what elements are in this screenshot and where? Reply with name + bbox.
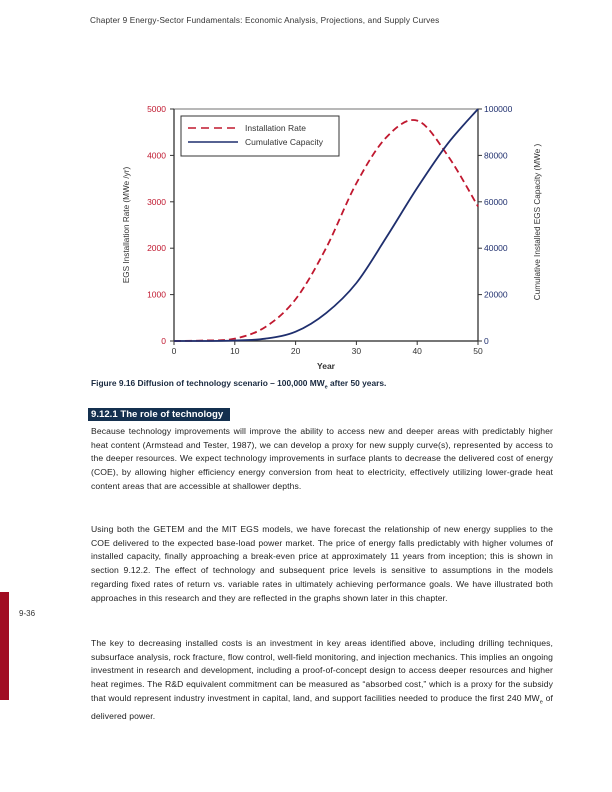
legend-label: Cumulative Capacity (245, 137, 323, 147)
y-right-tick-label: 20000 (484, 289, 508, 300)
y-left-axis-label: EGS Installation Rate (MWe /yr) (122, 166, 131, 284)
running-head: Chapter 9 Energy-Sector Fundamentals: Economic Analysis, Projections, and Supply Curves (90, 16, 440, 25)
y-left-tick-label: 1000 (147, 289, 166, 300)
y-left-tick-label: 4000 (147, 150, 166, 161)
x-tick-label: 20 (290, 346, 301, 356)
section-heading: 9.12.1 The role of technology (88, 408, 230, 421)
paragraph-2: Using both the GETEM and the MIT EGS models, we have forecast the relationship of new energy supplies to the COE delivered to the expected base-load power market. The price of energy falls predictably with higher volumes of installed capacity, finally approaching a break-even price at approximately 11 years from inception; this is shown in section 9.12.2. The effect of technology and subsequent price levels is sensitive to assumptions in the models regarding fixed rates of return vs. variable rates in ultimately achieving performance goals. We have illustrated both approaches in this research and they are reflected in the graphs shown later in this chapter. (91, 524, 553, 603)
y-right-tick-label: 80000 (484, 150, 508, 161)
figure-caption (91, 378, 386, 391)
x-tick-label: 40 (412, 346, 422, 356)
legend-label: Installation Rate (245, 123, 306, 133)
paragraph-3 (91, 637, 553, 724)
caption-text: Figure 9.16 Diffusion of technology scenario – 100,000 MW (91, 378, 325, 388)
y-right-tick-label: 60000 (484, 196, 508, 207)
x-tick-label: 0 (171, 346, 177, 356)
y-left-tick-label: 3000 (147, 196, 166, 207)
chart-legend (181, 116, 339, 156)
caption-subscript: e (324, 384, 328, 391)
y-left-tick-label: 5000 (147, 104, 166, 114)
paragraph-3-text: The key to decreasing installed costs is an investment in key areas identified above, including drilling techniques, subsurface analysis, rock fracture, flow control, well-field monitoring, and injection mechanics. This implies an ongoing investment in research and development, including a proof-of-concept design to access deeper resources and higher heat regimes. The R&D equivalent commitment can be measured as “absorbed cost,” which is a proxy for the subsidy that would represent industry investment in capital, land, and support facilities needed to produce the first 240 MW (91, 638, 553, 703)
y-left-tick-label: 2000 (147, 243, 166, 254)
y-right-tick-label: 0 (484, 336, 489, 346)
chapter-thumb-tab (0, 592, 9, 700)
x-tick-label: 50 (473, 346, 483, 356)
y-right-tick-label: 100000 (484, 104, 513, 114)
paragraph-3-tail: of delivered power. (91, 692, 553, 722)
x-axis-label: Year (317, 361, 335, 371)
y-left-tick-label: 0 (161, 336, 166, 346)
x-tick-label: 30 (351, 346, 362, 356)
caption-suffix: after 50 years. (327, 378, 387, 388)
paragraph-1: Because technology improvements will improve the ability to access new and deeper areas with predictably higher heat content (Armstead and Tester, 1987), we can develop a proxy for new supply curve(s), represented by access to the deeper resources. We expect technology improvements in surface plants to decrease the delivered cost of energy (COE), by allowing higher efficiency energy conversion from heat to electricity, effectively utilizing lower-grade heat content areas that are accessible at shallower depths. (91, 426, 553, 491)
paragraph-3-subscript: e (539, 699, 543, 706)
y-right-tick-label: 40000 (484, 243, 508, 254)
x-tick-label: 10 (230, 346, 240, 356)
page-number: 9-36 (19, 609, 36, 618)
y-right-axis-label: Cumulative Installed EGS Capacity (MWe ) (533, 143, 542, 301)
